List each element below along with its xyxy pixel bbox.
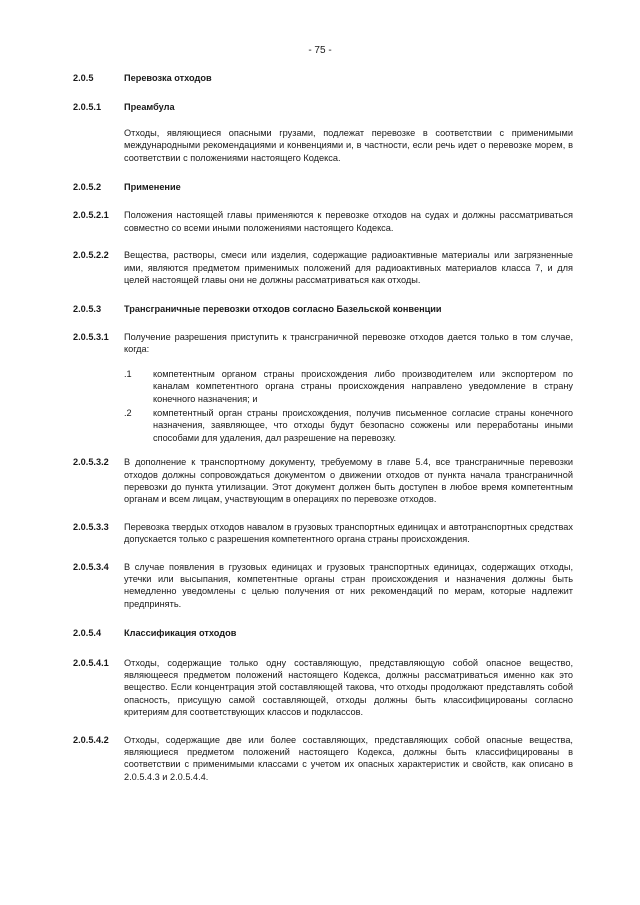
paragraph-number: 2.0.5.2.2 bbox=[73, 250, 109, 261]
paragraph-2-0-5-2-2 bbox=[73, 249, 573, 286]
paragraph-text: Отходы, содержащие только одну составляющую, представляющую собой опасное вещество, являющееся предметом положений настоящего Кодекса, должны рассматриваться именно как это вещество. Если концентрация этой составляющей такова, что отходы продолжают представлять собой опасность, присущую самой составляющей, отходы должны быть классифицированы согласно критериям для соответствующих классов и подклассов. bbox=[124, 657, 573, 718]
paragraph-text: Вещества, растворы, смеси или изделия, содержащие радиоактивные материалы или загрязненные ими, являются предметом применимых положений для радиоактивных материалов класса 7, и для целей настоящей главы они не должны рассматриваться как отходы. bbox=[124, 250, 573, 286]
paragraph-number: 2.0.5.3.4 bbox=[73, 561, 109, 572]
section-title: Преамбула bbox=[124, 102, 175, 113]
section-title: Классификация отходов bbox=[124, 628, 237, 639]
section-number: 2.0.5.4 bbox=[73, 628, 102, 639]
paragraph-2-0-5-3-1 bbox=[73, 331, 573, 356]
paragraph-preamble: Отходы, являющиеся опасными грузами, подлежат перевозке в соответствии с применимыми международными рекомендациями и конвенциями и, в частности, если речь идет о перевозке морем, в соответствии с положениями настоящего Кодекса. bbox=[124, 127, 573, 163]
paragraph-number: 2.0.5.3.1 bbox=[73, 331, 109, 342]
section-number: 2.0.5 bbox=[73, 73, 94, 83]
list-item-text: компетентным органом страны происхождения либо производителем или экспортером по каналам компетентного органа страны происхождения направлено уведомление в страну конечного назначения; и bbox=[153, 368, 573, 404]
section-2-0-5-3 bbox=[73, 303, 573, 315]
list-item-text: компетентный орган страны происхождения, получив письменное согласие страны конечного назначения, заявляющее, что отходы будут безопасно сожжены или переработаны иными способами для удаления, дал разрешение на перевозку. bbox=[153, 407, 573, 443]
paragraph-number: 2.0.5.4.1 bbox=[73, 657, 109, 668]
list-item-label: .1 bbox=[124, 368, 132, 379]
section-2-0-5-1 bbox=[73, 101, 573, 113]
paragraph-2-0-5-3-4 bbox=[73, 561, 573, 611]
paragraph-2-0-5-3-2 bbox=[73, 456, 573, 506]
paragraph-2-0-5-4-2 bbox=[73, 734, 573, 784]
paragraph-text: Перевозка твердых отходов навалом в грузовых транспортных единицах и автотранспортных средствах допускается только с разрешения компетентного органа страны происхождения. bbox=[124, 521, 573, 545]
paragraph-2-0-5-3-3 bbox=[73, 521, 573, 546]
section-2-0-5 bbox=[73, 72, 573, 84]
section-number: 2.0.5.1 bbox=[73, 102, 102, 113]
section-title: Применение bbox=[124, 182, 181, 193]
section-2-0-5-2 bbox=[73, 181, 573, 193]
paragraph-number: 2.0.5.4.2 bbox=[73, 734, 109, 745]
page-number: - 75 - bbox=[308, 45, 332, 56]
list-item-label: .2 bbox=[124, 407, 132, 418]
paragraph-text: В случае появления в грузовых единицах и грузовых транспортных единицах, содержащих отходы, утечки или высыпания, компетентные органы стран происхождения и назначения должны быть немедленно уведомлены с целью получения от них рекомендаций по мерам, которые надлежит предпринять. bbox=[124, 561, 573, 609]
document-body bbox=[73, 72, 573, 783]
paragraph-number: 2.0.5.3.2 bbox=[73, 457, 109, 468]
paragraph-2-0-5-4-1 bbox=[73, 657, 573, 719]
list-item bbox=[124, 407, 573, 444]
section-title: Перевозка отходов bbox=[124, 73, 212, 83]
paragraph-text: Получение разрешения приступить к трансграничной перевозке отходов дается только в том случае, когда: bbox=[124, 331, 573, 355]
paragraph-number: 2.0.5.2.1 bbox=[73, 210, 109, 221]
section-2-0-5-4 bbox=[73, 627, 573, 639]
section-number: 2.0.5.2 bbox=[73, 182, 102, 193]
paragraph-number: 2.0.5.3.3 bbox=[73, 521, 109, 532]
paragraph-text: В дополнение к транспортному документу, требуемому в главе 5.4, все трансграничные перевозки отходов должны сопровождаться документом о движении отходов от пункта начала трансграничной перевозки до пункта утилизации. Этот документ должен быть доступен в любое время компетентным органам и всем лицам, участвующим в операциях по перевозке отходов. bbox=[124, 457, 573, 505]
paragraph-text: Отходы, содержащие две или более составляющих, представляющих собой опасные вещества, являющиеся предметом положений настоящего Кодекса, должны быть классифицированы в соответствии с применимыми классами с учетом их опасных характеристик и свойств, как описано в 2.0.5.4.3 и 2.0.5.4.4. bbox=[124, 734, 573, 782]
section-number: 2.0.5.3 bbox=[73, 304, 102, 315]
paragraph-text: Положения настоящей главы применяются к перевозке отходов на судах и должны рассматриваться совместно со всеми иными положениями настоящего Кодекса. bbox=[124, 210, 573, 233]
list-item bbox=[124, 368, 573, 405]
section-title: Трансграничные перевозки отходов согласно Базельской конвенции bbox=[124, 304, 442, 315]
paragraph-2-0-5-2-1 bbox=[73, 209, 573, 234]
